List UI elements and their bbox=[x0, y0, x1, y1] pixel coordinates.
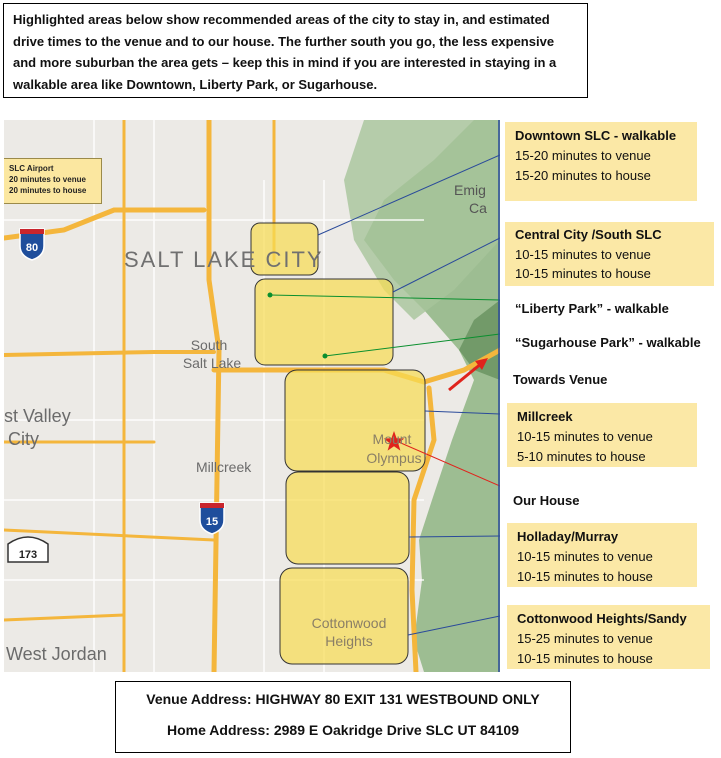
map-label-west-valley: st Valley bbox=[4, 406, 71, 426]
callout-downtown-house: 15-20 minutes to house bbox=[515, 168, 651, 183]
callout-our-house: Our House bbox=[513, 493, 580, 508]
callout-cottonwood bbox=[507, 605, 710, 669]
map-label-south-salt-lake-2: Salt Lake bbox=[182, 355, 242, 371]
address-box bbox=[115, 681, 571, 753]
map-label-west-valley-2: City bbox=[8, 429, 39, 449]
airport-house-time: 20 minutes to house bbox=[9, 186, 87, 195]
callout-central-city-venue: 10-15 minutes to venue bbox=[515, 246, 651, 262]
svg-text:173: 173 bbox=[18, 549, 38, 561]
map-label-millcreek: Millcreek bbox=[196, 459, 252, 475]
highlight-holladay bbox=[286, 472, 409, 564]
callout-sugarhouse-park: “Sugarhouse Park” - walkable bbox=[515, 335, 701, 350]
callout-millcreek-house: 5-10 minutes to house bbox=[517, 449, 646, 464]
airport-name: SLC Airport bbox=[9, 164, 54, 173]
map-label-emig-2: Ca bbox=[469, 200, 487, 216]
callout-downtown-venue: 15-20 minutes to venue bbox=[515, 148, 651, 163]
callout-millcreek-title: Millcreek bbox=[517, 409, 573, 424]
map-label-mount-olympus: Mount bbox=[372, 431, 412, 447]
highlight-central-city bbox=[255, 279, 393, 365]
callout-holladay-venue: 10-15 minutes to venue bbox=[517, 549, 653, 564]
callout-holladay-house: 10-15 minutes to house bbox=[517, 569, 653, 584]
airport-callout bbox=[4, 158, 102, 204]
map[interactable] bbox=[4, 120, 500, 672]
callout-holladay bbox=[507, 523, 697, 587]
home-address: Home Address: 2989 E Oakridge Drive SLC UT 84109 bbox=[167, 722, 519, 738]
i80-shield bbox=[20, 229, 44, 260]
callout-downtown bbox=[505, 122, 697, 201]
callout-millcreek-venue: 10-15 minutes to venue bbox=[517, 429, 653, 444]
intro-text-box: Highlighted areas below show recommended areas of the city to stay in, and estimated drive times to the venue and to our house. The further south you go, the less expensive and more suburban the area gets – keep this in mind if you are interested in staying in a walkable area like Downtown, Liberty Park, or Sugarhouse. bbox=[3, 3, 588, 98]
svg-text:15: 15 bbox=[205, 516, 219, 528]
map-label-cottonwood-2: Heights bbox=[325, 633, 373, 649]
callout-cottonwood-title: Cottonwood Heights/Sandy bbox=[517, 611, 687, 626]
callout-millcreek bbox=[507, 403, 697, 467]
svg-text:80: 80 bbox=[25, 242, 39, 254]
map-label-cottonwood: Cottonwood bbox=[311, 615, 387, 631]
map-label-mount-olympus-2: Olympus bbox=[366, 450, 422, 466]
callout-cottonwood-house: 10-15 minutes to house bbox=[517, 651, 653, 666]
callout-cottonwood-venue: 15-25 minutes to venue bbox=[517, 631, 653, 646]
callout-holladay-title: Holladay/Murray bbox=[517, 529, 619, 544]
airport-venue-time: 20 minutes to venue bbox=[9, 175, 86, 184]
map-label-west-jordan: West Jordan bbox=[6, 644, 107, 664]
callout-downtown-title: Downtown SLC - walkable bbox=[515, 128, 677, 143]
callout-central-city-house: 10-15 minutes to house bbox=[515, 266, 651, 281]
i15-shield bbox=[200, 503, 224, 534]
callout-central-city-title: Central City /South SLC bbox=[515, 227, 662, 242]
callout-liberty-park: “Liberty Park” - walkable bbox=[515, 301, 669, 316]
venue-address: Venue Address: HIGHWAY 80 EXIT 131 WESTBOUND ONLY bbox=[146, 691, 540, 707]
callout-central-city bbox=[505, 222, 714, 286]
map-label-city: SALT LAKE CITY bbox=[124, 247, 324, 272]
map-label-south-salt-lake: South bbox=[190, 337, 228, 353]
callout-towards-venue: Towards Venue bbox=[513, 372, 608, 387]
map-label-emig: Emig bbox=[454, 182, 486, 198]
hwy173-shield bbox=[8, 537, 48, 562]
